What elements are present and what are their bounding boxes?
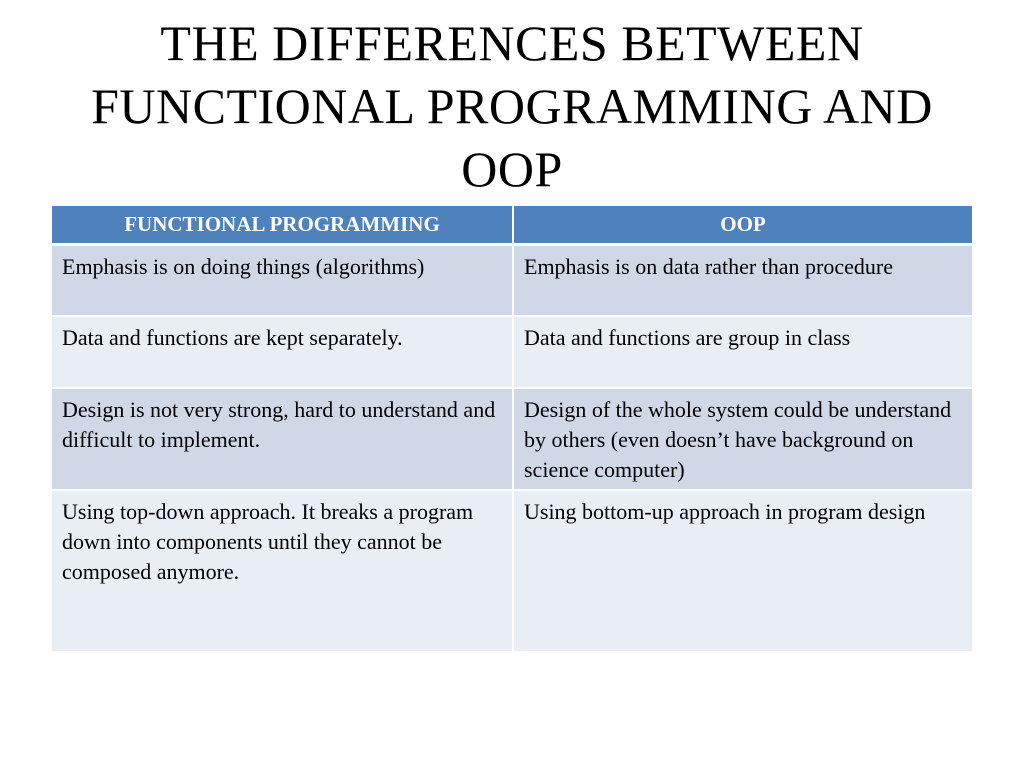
header-functional-programming: FUNCTIONAL PROGRAMMING (52, 206, 512, 246)
comparison-table (52, 206, 972, 653)
slide-title: THE DIFFERENCES BETWEEN FUNCTIONAL PROGRAMMING AND OOP (91, 15, 933, 197)
table-cell-oop: Data and functions are group in class (512, 317, 972, 389)
table-row (52, 317, 972, 389)
table-row (52, 246, 972, 317)
header-oop: OOP (512, 206, 972, 246)
table-cell-oop: Emphasis is on data rather than procedure (512, 246, 972, 317)
table-row (52, 389, 972, 491)
table-cell-functional: Design is not very strong, hard to understand and difficult to implement. (52, 389, 512, 491)
table-cell-functional: Using top-down approach. It breaks a program down into components until they cannot be composed anymore. (52, 491, 512, 653)
table-cell-functional: Data and functions are kept separately. (52, 317, 512, 389)
table-cell-oop: Using bottom-up approach in program design (512, 491, 972, 653)
table-row (52, 491, 972, 653)
table-cell-functional: Emphasis is on doing things (algorithms) (52, 246, 512, 317)
table-header-row (52, 206, 972, 246)
table-cell-oop: Design of the whole system could be understand by others (even doesn’t have background on science computer) (512, 389, 972, 491)
